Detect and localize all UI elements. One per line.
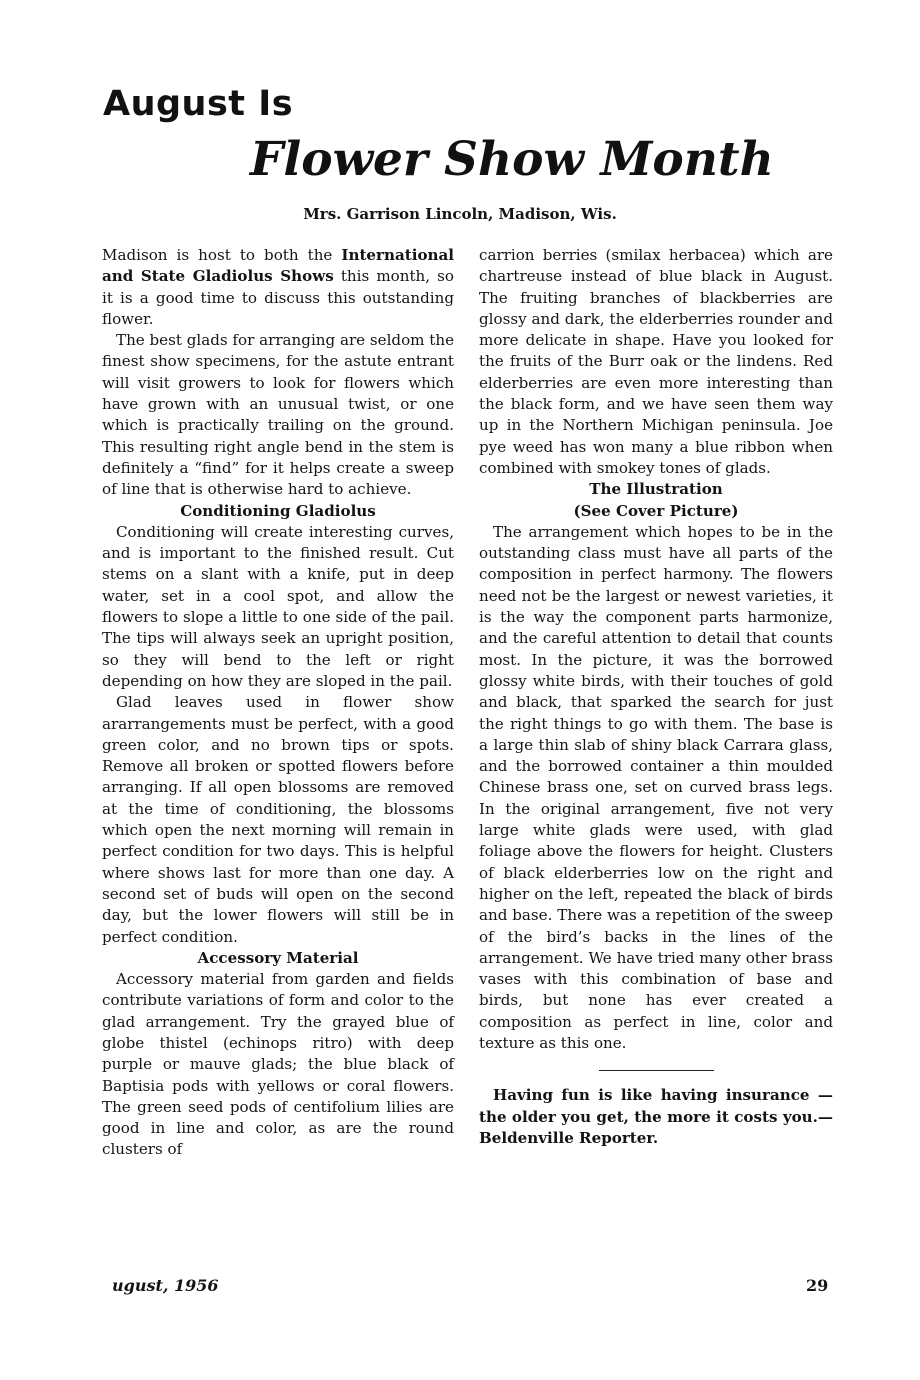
left-column — [102, 245, 454, 1161]
subheading-cover-picture: (See Cover Picture) — [573, 501, 739, 520]
article-headline: Flower Show Month — [250, 132, 774, 187]
filler-quote: Having fun is like having insurance —the older you get, the more it costs you.—Beldenville Reporter. — [479, 1086, 833, 1147]
paragraph-berries: carrion berries (smilax herbacea) which are chartreuse instead of blue black in August. The fruiting branches of blackberries are glossy and dark, the elderberries rounder and more delicate in shape. Have you looked for the fruits of the Burr oak or the lindens. Red elderberries are even more interesting than the black form, and we have seen them way up in the Northern Michigan peninsula. Joe pye weed has won many a blue ribbon when combined with smokey tones of glads. — [479, 246, 833, 477]
kicker-title: August Is — [103, 84, 294, 124]
issue-date: ugust, 1956 — [112, 1276, 219, 1295]
paragraph-best-glads: The best glads for arranging are seldom the finest show specimens, for the astute entrant will visit growers to look for flowers which have grown with an unusual twist, or one which is practically trailing on the ground. This resulting right angle bend in the stem is definitely a “find” for it helps create a sweep of line that is otherwise hard to achieve. — [102, 331, 454, 499]
heading-conditioning: Conditioning Gladiolus — [180, 501, 376, 520]
paragraph-illustration: The arrangement which hopes to be in the outstanding class must have all parts of the composition in perfect harmony. The flowers need not be the largest or newest varieties, it is the way the component parts harmonize, and the careful attention to detail that counts most. In the picture, it was the borrowed glossy white birds, with their touches of gold and black, that sparked the search for just the right things to go with them. The base is a large thin slab of shiny black Carrara glass, and the borrowed container a thin moulded Chinese brass one, set on curved brass legs. In the original arrangement, five not very large white glads were used, with glad foliage above the flowers for height. Clusters of black elderberries low on the right and higher on the left, repeated the black of birds and base. There was a repetition of the sweep of the bird’s backs in the lines of the arrangement. We have tried many other brass vases with this combination of base and birds, but none has ever created a composition as perfect in line, color and texture as this one. — [479, 522, 833, 1052]
paragraph-glad-leaves: Glad leaves used in flower show ararrangements must be perfect, with a good green color, and no brown tips or spots. Remove all broken or spotted flowers before arranging. If all open blossoms are removed at the time of conditioning, the blossoms which open the next morning will remain in perfect condition for two days. This is helpful where shows last for more than one day. A second set of buds will open on the second day, but the lower flowers will still be in perfect condition. — [102, 693, 454, 946]
heading-illustration: The Illustration — [589, 480, 723, 499]
paragraph-accessory: Accessory material from garden and fields contribute variations of form and color to the glad arrangement. Try the grayed blue of globe thistel (echinops ritro) with deep purple or mauve glads; the blue black of Baptisia pods with yellows or coral flowers. The green seed pods of centifolium lilies are good in line and color, as are the round clusters of — [102, 970, 454, 1159]
byline: Mrs. Garrison Lincoln, Madison, Wis. — [303, 205, 617, 223]
right-column — [479, 245, 833, 1149]
divider-rule — [599, 1070, 714, 1071]
shows-name: International and State Gladiolus Shows — [102, 246, 454, 286]
page-number: 29 — [806, 1276, 829, 1295]
paragraph-conditioning: Conditioning will create interesting curves, and is important to the finished result. Cut stems on a slant with a knife, put in deep water, set in a cool spot, and allow the flowers to slope a little to one side of the pail. The tips will always seek an upright position, so they will bend to the left or right depending on how they are sloped in the pail. — [102, 522, 454, 690]
heading-accessory: Accessory Material — [197, 948, 359, 967]
paragraph-intro: Madison is host to both the International and State Gladiolus Shows this month, so it is a good time to discuss this outstanding flower. — [102, 246, 454, 328]
